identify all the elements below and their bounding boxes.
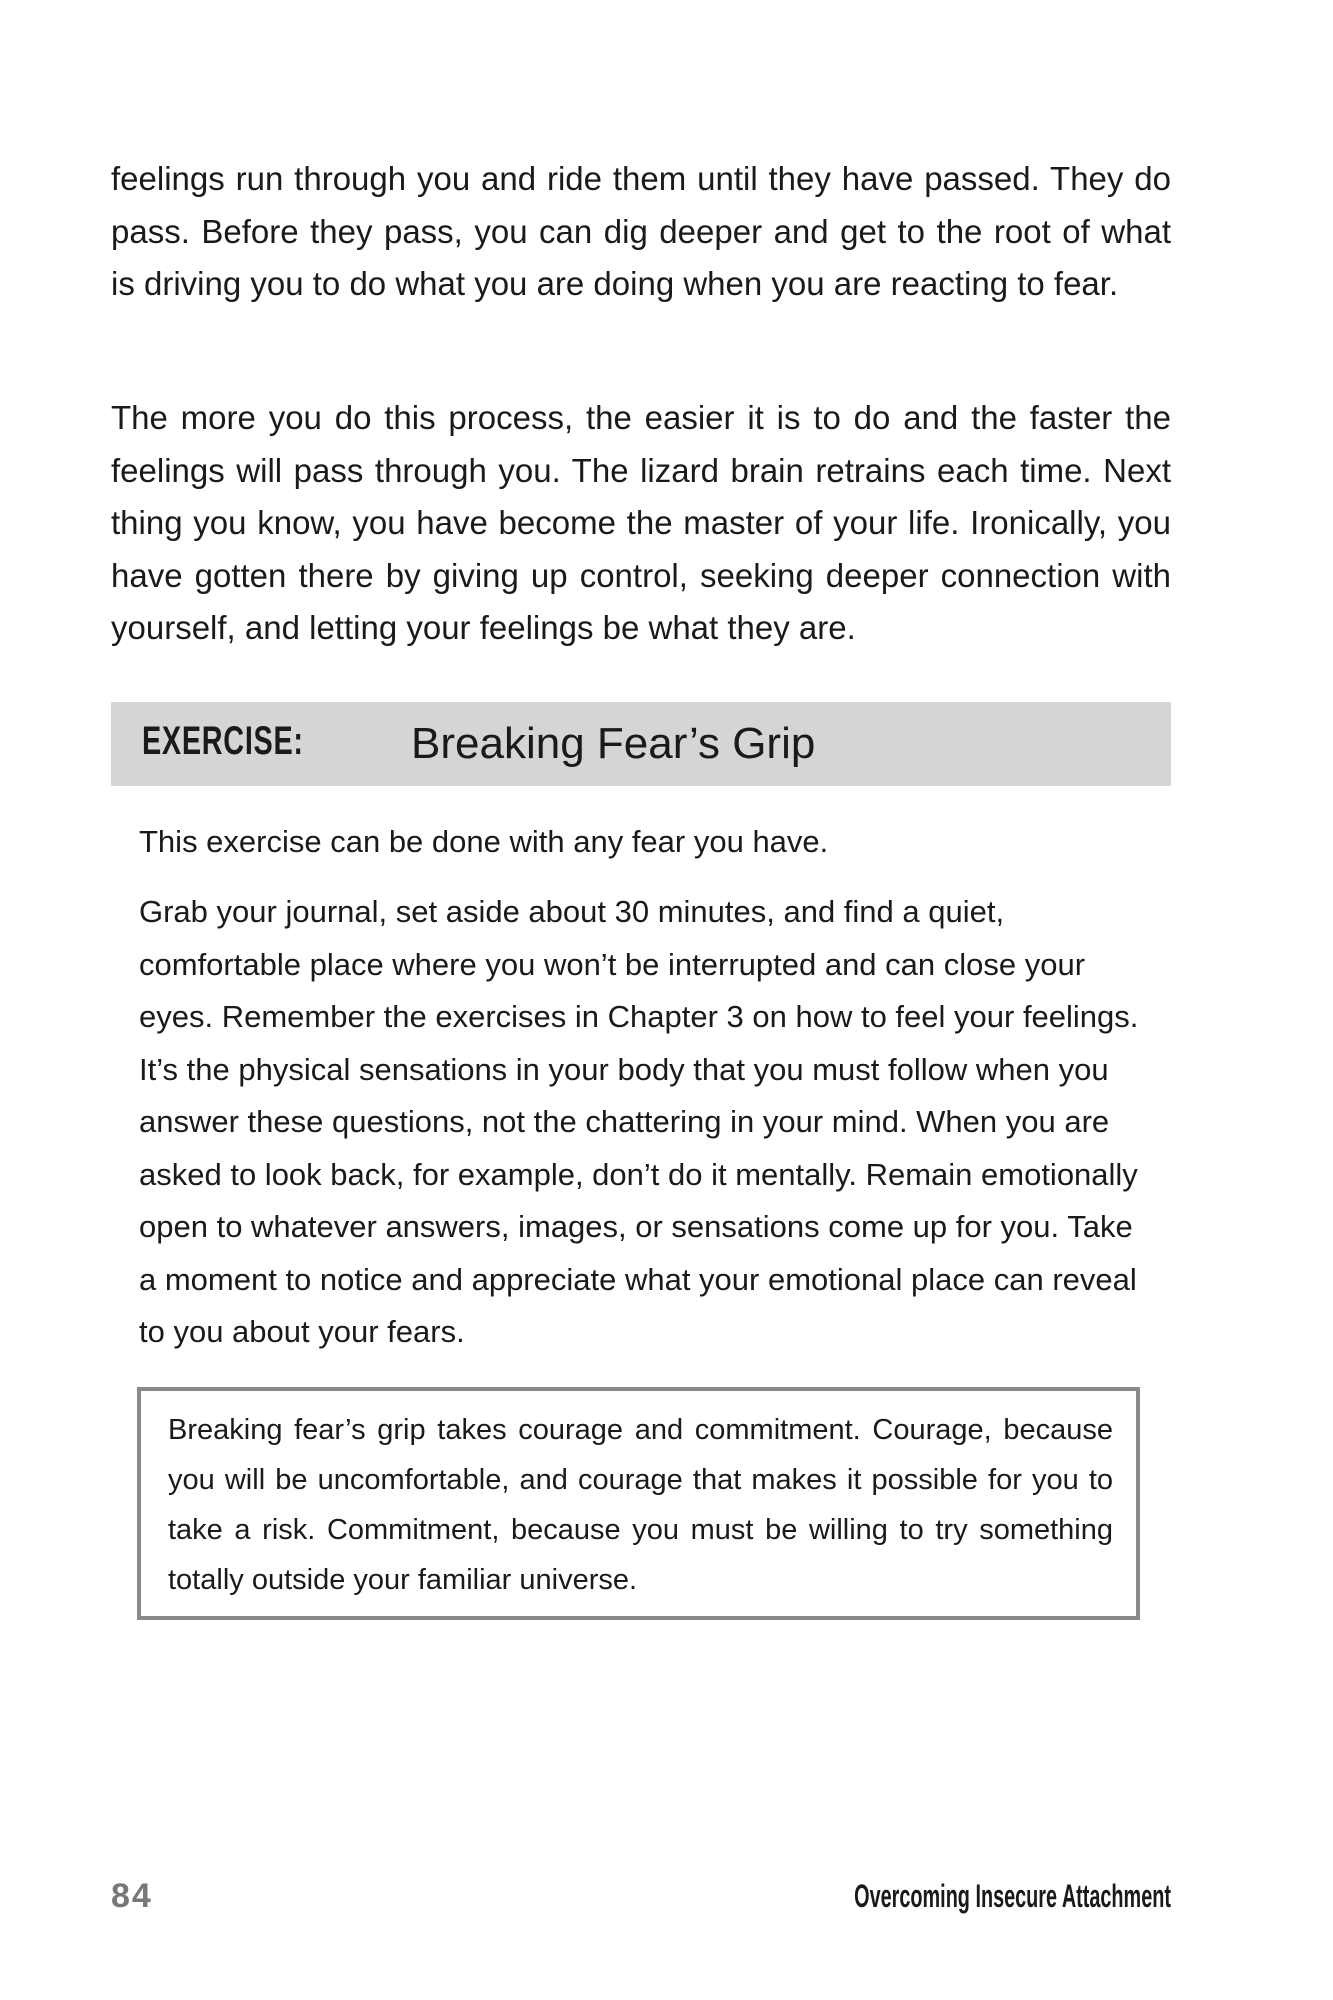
exercise-intro: This exercise can be done with any fear you have. xyxy=(139,824,829,859)
body-paragraph: The more you do this process, the easier it is to do and the faster the feelings will pass through you. The lizard brain retrains each time. Next thing you know, you have become the master of your life. Ironically, you have gotten there by giving up control, seeking deeper connection with yourself, and letting your feelings be what they are. xyxy=(111,399,1171,646)
exercise-header xyxy=(111,702,1171,786)
exercise-body: Grab your journal, set aside about 30 minutes, and find a quiet, comfortable place where you won’t be interrupted and can close your eyes. Remember the exercises in Chapter 3 on how to feel your feelings. It’s the physical sensations in your body that you must follow when you answer these questions, not the chattering in your mind. When you are asked to look back, for example, don’t do it mentally. Remain emotionally open to whatever answers, images, or sensations come up for you. Take a moment to notice and appreciate what your emotional place can reveal to you about your fears. xyxy=(139,894,1139,1349)
exercise-title: Breaking Fear’s Grip xyxy=(411,719,816,768)
exercise-label: EXERCISE: xyxy=(142,719,304,763)
callout-box xyxy=(137,1387,1140,1620)
body-paragraph: feelings run through you and ride them until they have passed. They do pass. Before they pass, you can dig deeper and get to the root of what is driving you to do what you are doing when you are reacting to fear. xyxy=(111,160,1171,302)
page-number: 84 xyxy=(111,1877,153,1915)
running-title: Overcoming Insecure Attachment xyxy=(854,1878,1171,1914)
callout-text: Breaking fear’s grip takes courage and commitment. Courage, because you will be uncomfortable, and courage that makes it possible for you to take a risk. Commitment, because you must be willing to try something totally outside your familiar universe. xyxy=(168,1414,1113,1596)
